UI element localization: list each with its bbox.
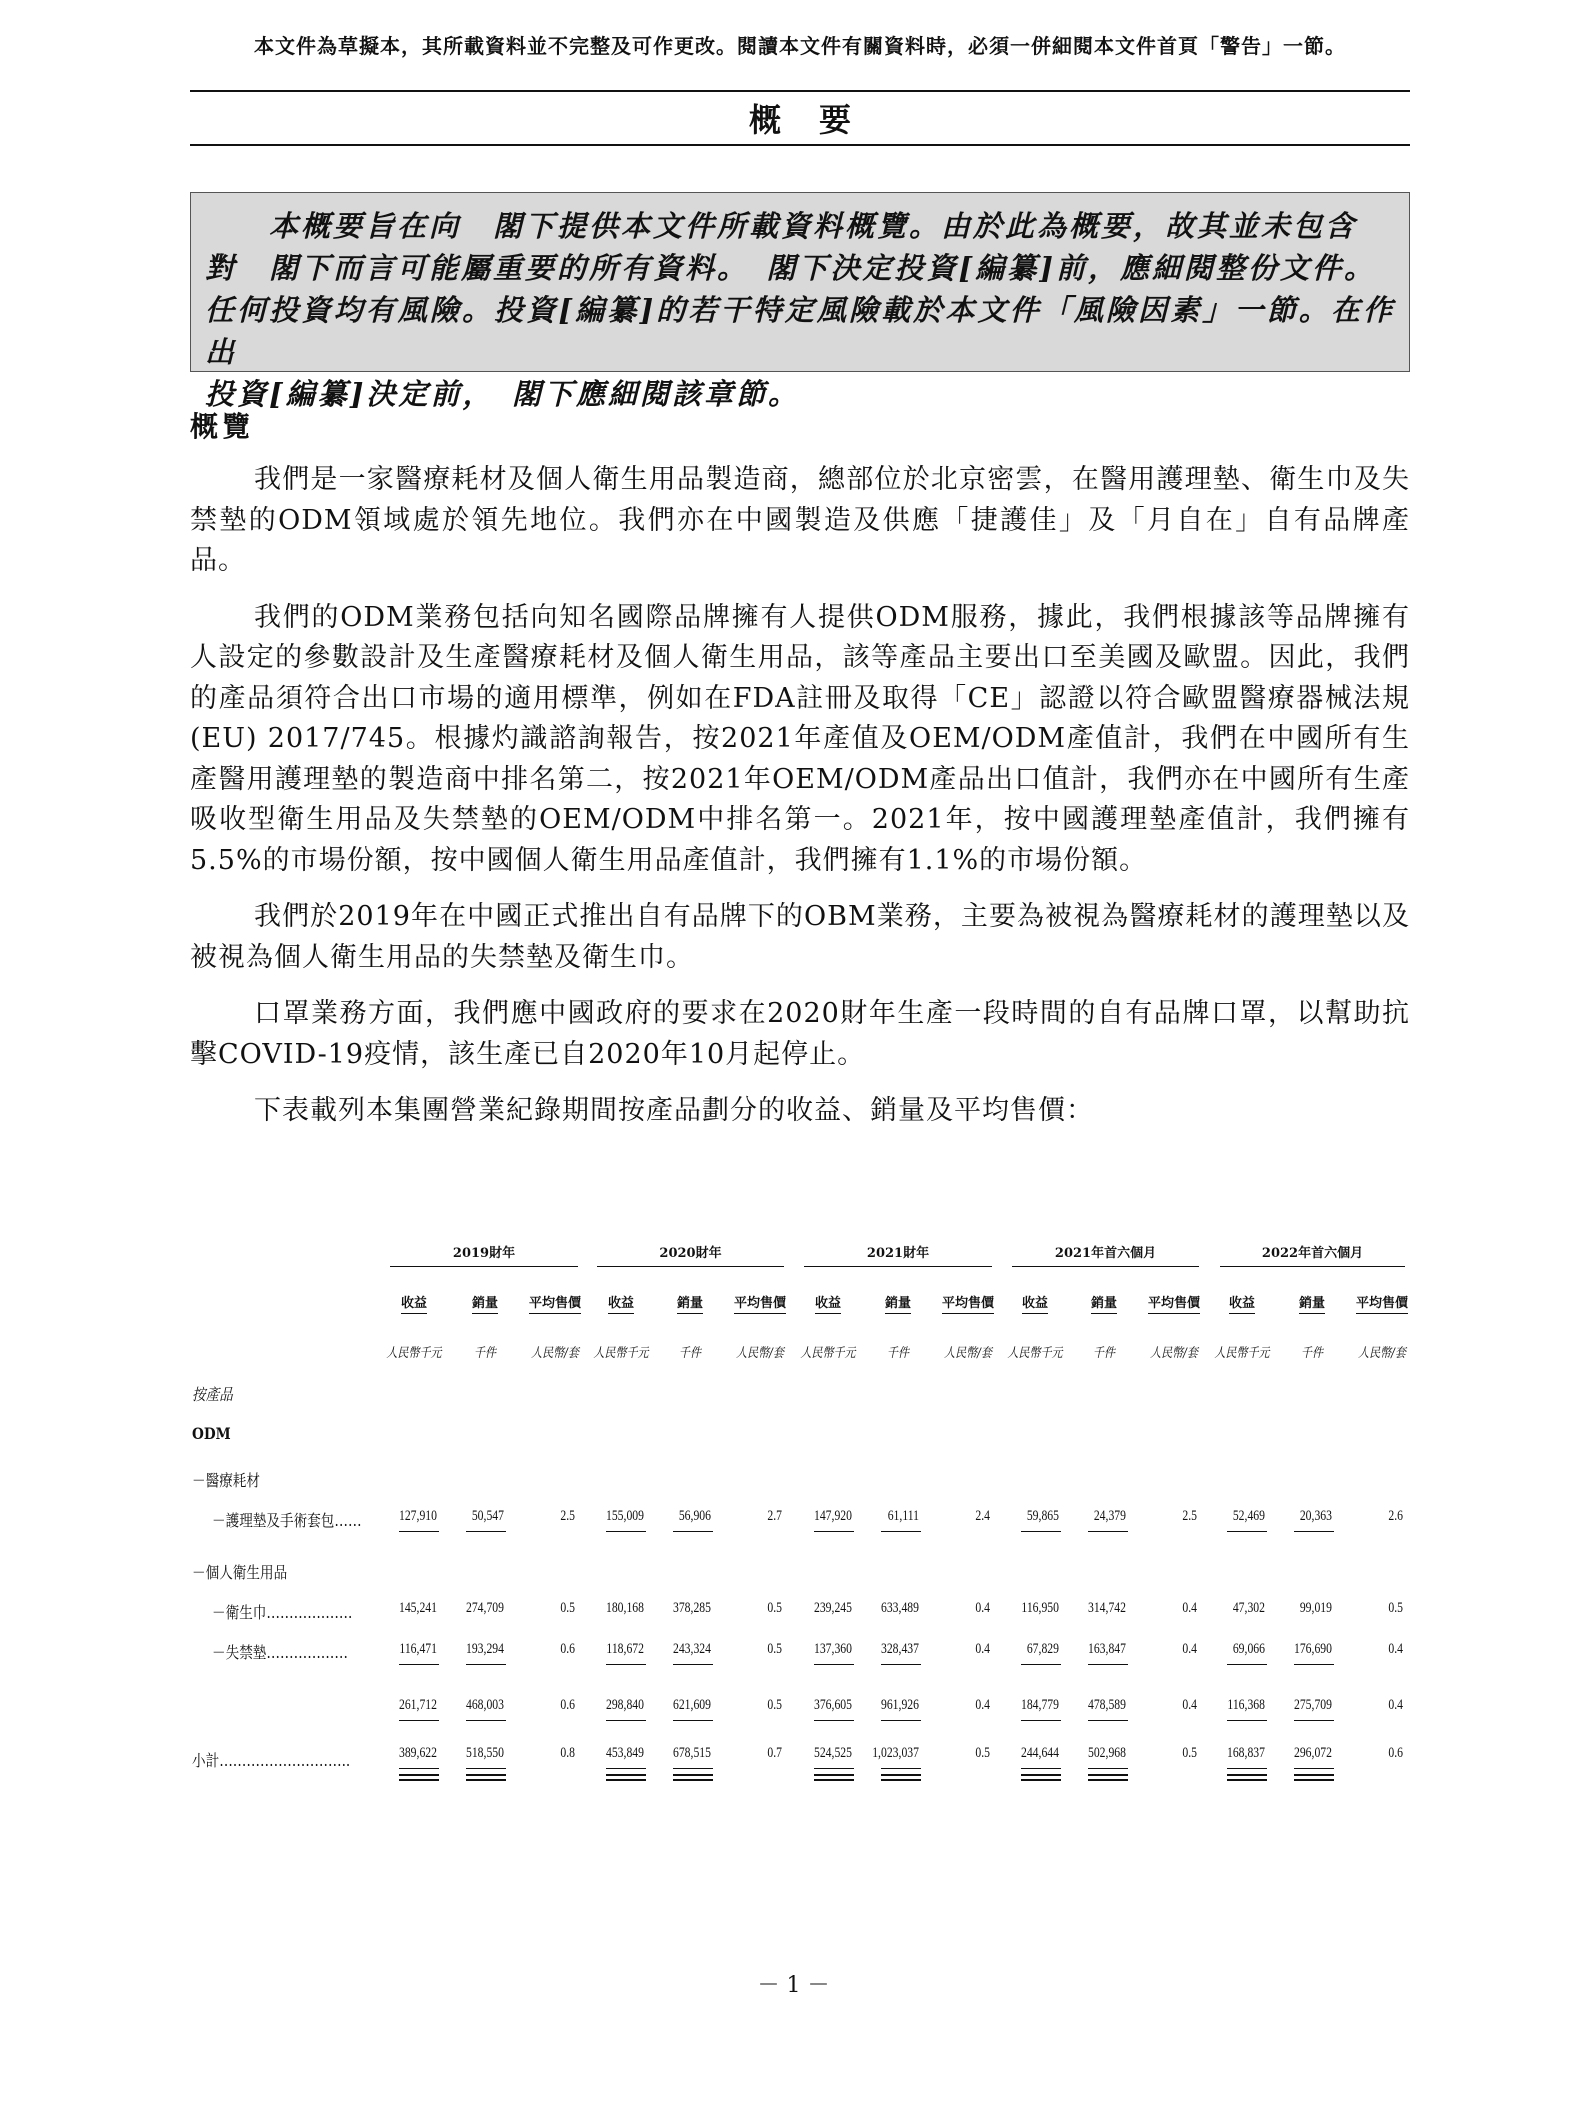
cell-underline <box>1021 1531 1061 1532</box>
table-cell: 478,589 <box>1087 1697 1126 1713</box>
row-label-hygiene: －個人衛生用品 <box>192 1563 288 1582</box>
table-cell: 2.4 <box>975 1508 990 1524</box>
cell-double-underline <box>1227 1774 1267 1781</box>
column-header-label: 銷量 <box>885 1296 911 1314</box>
table-cell: 180,168 <box>605 1600 644 1616</box>
column-unit: 人民幣千元 <box>593 1346 649 1361</box>
column-header-label: 銷量 <box>472 1296 498 1314</box>
cell-underline <box>399 1720 439 1721</box>
cell-underline <box>466 1664 506 1665</box>
year-group-title: 2019財年 <box>452 1246 516 1261</box>
table-cell: 0.4 <box>1388 1641 1403 1657</box>
cell-underline <box>814 1664 854 1665</box>
cell-underline <box>673 1768 713 1769</box>
cell-underline <box>1294 1531 1334 1532</box>
cell-underline <box>881 1664 921 1665</box>
column-unit: 千件 <box>886 1346 910 1361</box>
column-header-label: 收益 <box>815 1296 841 1314</box>
notice-line-3: 任何投資均有風險。投資[編纂]的若干特定風險載於本文件「風險因素」一節。在作出 <box>205 293 1395 369</box>
table-cell: 0.6 <box>1388 1745 1403 1761</box>
cell-underline <box>1294 1720 1334 1721</box>
cell-underline <box>466 1768 506 1769</box>
column-header <box>581 1292 661 1311</box>
cell-underline <box>881 1720 921 1721</box>
column-unit: 人民幣千元 <box>1007 1346 1063 1361</box>
column-unit: 人民幣/套 <box>1150 1346 1198 1361</box>
cell-underline <box>466 1720 506 1721</box>
column-header-label: 收益 <box>608 1296 634 1314</box>
year-group-title: 2021年首六個月 <box>1054 1246 1157 1261</box>
table-cell: 20,363 <box>1299 1508 1332 1524</box>
notice-line-4: 投資[編纂]決定前， 閣下應細閱該章節。 <box>205 377 800 411</box>
summary-notice-box <box>190 192 1410 411</box>
cell-underline <box>673 1720 713 1721</box>
column-header <box>374 1292 454 1311</box>
cell-underline <box>881 1531 921 1532</box>
cell-underline <box>606 1664 646 1665</box>
table-cell: 163,847 <box>1087 1641 1126 1657</box>
table-cell: 0.4 <box>1182 1697 1197 1713</box>
table-cell: 0.5 <box>1182 1745 1197 1761</box>
table-cell: 52,469 <box>1232 1508 1265 1524</box>
table-cell: 127,910 <box>398 1508 437 1524</box>
year-group-rule <box>597 1266 784 1267</box>
table-cell: 524,525 <box>813 1745 852 1761</box>
row-label-by_product: 按產品 <box>192 1385 233 1404</box>
table-cell: 116,471 <box>399 1641 437 1657</box>
table-cell: 328,437 <box>880 1641 919 1657</box>
cell-double-underline <box>881 1774 921 1781</box>
column-header <box>445 1292 525 1311</box>
column-header <box>788 1292 868 1311</box>
year-group-rule <box>1012 1266 1199 1267</box>
table-cell: 243,324 <box>672 1641 711 1657</box>
cell-underline <box>1227 1531 1267 1532</box>
cell-underline <box>399 1664 439 1665</box>
cell-underline <box>606 1720 646 1721</box>
table-cell: 633,489 <box>880 1600 919 1616</box>
column-header-label: 平均售價 <box>1356 1296 1408 1314</box>
cell-double-underline <box>399 1774 439 1781</box>
column-unit: 千件 <box>1300 1346 1324 1361</box>
column-header <box>1202 1292 1282 1311</box>
table-cell: 378,285 <box>672 1600 711 1616</box>
section-heading: 概覽 <box>190 410 255 443</box>
cell-underline <box>1088 1531 1128 1532</box>
cell-underline <box>466 1531 506 1532</box>
table-cell: 69,066 <box>1232 1641 1265 1657</box>
year-group-rule <box>804 1266 992 1267</box>
table-cell: 2.6 <box>1388 1508 1403 1524</box>
table-cell: 678,515 <box>672 1745 711 1761</box>
table-cell: 244,644 <box>1020 1745 1059 1761</box>
row-label-incontinence: －失禁墊……………… <box>212 1643 349 1662</box>
paragraph-1: 我們是一家醫療耗材及個人衛生用品製造商，總部位於北京密雲，在醫用護理墊、衛生巾及失禁墊的ODM領域處於領先地位。我們亦在中國製造及供應「捷護佳」及「月自在」自有品牌產品。 <box>190 464 1410 576</box>
column-unit: 千件 <box>473 1346 497 1361</box>
column-header <box>650 1292 730 1311</box>
cell-underline <box>814 1720 854 1721</box>
table-cell: 137,360 <box>813 1641 852 1657</box>
year-group-title: 2021財年 <box>866 1246 930 1261</box>
year-group-title: 2020財年 <box>659 1246 722 1261</box>
cell-double-underline <box>606 1774 646 1781</box>
table-cell: 0.4 <box>975 1600 990 1616</box>
table-cell: 621,609 <box>672 1697 711 1713</box>
page-title-bar <box>190 90 1410 146</box>
table-cell: 0.4 <box>975 1641 990 1657</box>
column-header-label: 銷量 <box>1091 1296 1117 1314</box>
table-cell: 502,968 <box>1087 1745 1126 1761</box>
cell-underline <box>1227 1768 1267 1769</box>
cell-underline <box>1294 1768 1334 1769</box>
body-text <box>190 460 1410 1132</box>
table-cell: 67,829 <box>1026 1641 1059 1657</box>
cell-double-underline <box>1294 1774 1334 1781</box>
row-label-odm: ODM <box>192 1424 231 1443</box>
table-cell: 193,294 <box>465 1641 504 1657</box>
table-cell: 261,712 <box>398 1697 437 1713</box>
table-cell: 0.7 <box>767 1745 782 1761</box>
table-cell: 176,690 <box>1293 1641 1332 1657</box>
cell-underline <box>1021 1768 1061 1769</box>
table-cell: 0.4 <box>1182 1641 1197 1657</box>
cell-double-underline <box>673 1774 713 1781</box>
column-unit: 人民幣/套 <box>531 1346 579 1361</box>
notice-line-1: 本概要旨在向 閣下提供本文件所載資料概覽。由於此為概要，故其並未包含 <box>269 209 1358 243</box>
table-cell: 296,072 <box>1293 1745 1332 1761</box>
table-cell: 99,019 <box>1299 1600 1332 1616</box>
table-cell: 50,547 <box>471 1508 504 1524</box>
cell-underline <box>399 1768 439 1769</box>
row-label-sanitary: －衛生巾………………. <box>212 1603 353 1622</box>
table-cell: 24,379 <box>1093 1508 1126 1524</box>
table-cell: 1,023,037 <box>872 1745 919 1761</box>
cell-underline <box>881 1768 921 1769</box>
table-cell: 116,368 <box>1227 1697 1265 1713</box>
table-cell: 56,906 <box>678 1508 711 1524</box>
table-cell: 0.4 <box>1182 1600 1197 1616</box>
table-cell: 147,920 <box>813 1508 852 1524</box>
table-cell: 168,837 <box>1226 1745 1265 1761</box>
cell-underline <box>814 1531 854 1532</box>
table-cell: 47,302 <box>1232 1600 1265 1616</box>
column-unit: 千件 <box>1092 1346 1116 1361</box>
table-cell: 184,779 <box>1020 1697 1059 1713</box>
column-header-label: 銷量 <box>1299 1296 1325 1314</box>
column-unit: 人民幣千元 <box>1214 1346 1270 1361</box>
column-header-label: 平均售價 <box>1148 1296 1200 1314</box>
table-cell: 145,241 <box>398 1600 437 1616</box>
paragraph-3: 我們於2019年在中國正式推出自有品牌下的OBM業務，主要為被視為醫療耗材的護理墊以及被視為個人衛生用品的失禁墊及衛生巾。 <box>190 901 1410 973</box>
cell-underline <box>1088 1768 1128 1769</box>
table-cell: 0.4 <box>975 1697 990 1713</box>
column-unit: 人民幣/套 <box>1358 1346 1406 1361</box>
column-header <box>1064 1292 1144 1311</box>
paragraph-4: 口罩業務方面，我們應中國政府的要求在2020財年生產一段時間的自有品牌口罩，以幫助抗擊COVID-19疫情，該生產已自2020年10月起停止。 <box>190 998 1410 1070</box>
page-number: － 1 － <box>757 1973 830 1998</box>
table-cell: 468,003 <box>465 1697 504 1713</box>
column-header <box>995 1292 1075 1311</box>
table-cell: 59,865 <box>1026 1508 1059 1524</box>
table-cell: 0.5 <box>767 1641 782 1657</box>
column-unit: 人民幣/套 <box>736 1346 784 1361</box>
table-cell: 239,245 <box>813 1600 852 1616</box>
cell-double-underline <box>1021 1774 1061 1781</box>
table-cell: 0.5 <box>975 1745 990 1761</box>
column-unit: 千件 <box>678 1346 702 1361</box>
column-unit: 人民幣/套 <box>944 1346 992 1361</box>
table-cell: 116,950 <box>1021 1600 1059 1616</box>
page-title: 概要 <box>748 101 889 139</box>
column-header <box>1342 1292 1422 1311</box>
table-cell: 0.8 <box>560 1745 575 1761</box>
cell-underline <box>1227 1720 1267 1721</box>
table-cell: 961,926 <box>880 1697 919 1713</box>
column-header <box>1272 1292 1352 1311</box>
cell-underline <box>1021 1720 1061 1721</box>
notice-line-2: 對 閣下而言可能屬重要的所有資料。 閣下決定投資[編纂]前，應細閱整份文件。 <box>205 251 1376 285</box>
table-cell: 275,709 <box>1293 1697 1332 1713</box>
table-cell: 274,709 <box>465 1600 504 1616</box>
table-cell: 0.5 <box>1388 1600 1403 1616</box>
year-group-rule <box>390 1266 578 1267</box>
table-cell: 2.5 <box>1182 1508 1197 1524</box>
column-header-label: 平均售價 <box>942 1296 994 1314</box>
draft-warning: 本文件為草擬本，其所載資料並不完整及可作更改。閱讀本文件有關資料時，必須一併細閱本文件首頁「警告」一節。 <box>254 34 1346 58</box>
table-cell: 0.5 <box>767 1697 782 1713</box>
table-cell: 314,742 <box>1087 1600 1126 1616</box>
paragraph-2: 我們的ODM業務包括向知名國際品牌擁有人提供ODM服務，據此，我們根據該等品牌擁有人設定的參數設計及生產醫療耗材及個人衛生用品，該等產品主要出口至美國及歐盟。因此，我們的產品須符合出口市場的適用標準，例如在FDA註冊及取得「CE」認證以符合歐盟醫療器械法規(EU) 2017/745。根據灼識諮詢報告，按2021年產值及OEM/ODM產值計，我們在中國所有生產醫用護理墊的製造商中排名第二，按2021年OEM/ODM產品出口值計，我們亦在中國所有生產吸收型衛生用品及失禁墊的OEM/ODM中排名第一。2021年，按中國護理墊產值計，我們擁有5.5%的市場份額，按中國個人衛生用品產值計，我們擁有1.1%的市場份額。 <box>190 601 1410 876</box>
cell-double-underline <box>466 1774 506 1781</box>
table-cell: 0.6 <box>560 1697 575 1713</box>
column-unit: 人民幣千元 <box>800 1346 856 1361</box>
column-header-label: 收益 <box>1022 1296 1048 1314</box>
cell-underline <box>673 1664 713 1665</box>
cell-underline <box>1294 1664 1334 1665</box>
cell-underline <box>606 1768 646 1769</box>
column-header-label: 銷量 <box>677 1296 703 1314</box>
table-cell: 0.5 <box>767 1600 782 1616</box>
table-cell: 453,849 <box>605 1745 644 1761</box>
table-cell: 518,550 <box>465 1745 504 1761</box>
paragraph-5: 下表載列本集團營業紀錄期間按產品劃分的收益、銷量及平均售價： <box>254 1095 1094 1126</box>
column-header-label: 收益 <box>1229 1296 1255 1314</box>
year-group-rule <box>1220 1266 1405 1267</box>
table-cell: 0.4 <box>1388 1697 1403 1713</box>
cell-underline <box>1227 1664 1267 1665</box>
table-cell: 2.7 <box>767 1508 782 1524</box>
cell-underline <box>1088 1664 1128 1665</box>
table-cell: 0.6 <box>560 1641 575 1657</box>
column-header-label: 平均售價 <box>734 1296 786 1314</box>
table-cell: 376,605 <box>813 1697 852 1713</box>
table-cell: 118,672 <box>606 1641 644 1657</box>
cell-underline <box>606 1531 646 1532</box>
cell-underline <box>1088 1720 1128 1721</box>
cell-underline <box>814 1768 854 1769</box>
column-header-label: 平均售價 <box>529 1296 581 1314</box>
table-cell: 389,622 <box>398 1745 437 1761</box>
column-header <box>858 1292 938 1311</box>
table-cell: 0.5 <box>560 1600 575 1616</box>
cell-underline <box>1021 1664 1061 1665</box>
cell-underline <box>673 1531 713 1532</box>
table-cell: 2.5 <box>560 1508 575 1524</box>
column-unit: 人民幣千元 <box>386 1346 442 1361</box>
table-cell: 155,009 <box>605 1508 644 1524</box>
row-label-medical: －醫療耗材 <box>192 1471 261 1490</box>
year-group-title: 2022年首六個月 <box>1261 1246 1364 1261</box>
table-cell: 298,840 <box>605 1697 644 1713</box>
cell-double-underline <box>814 1774 854 1781</box>
row-label-subtotal: 小計……………………….. <box>192 1751 351 1770</box>
column-header-label: 收益 <box>401 1296 427 1314</box>
cell-double-underline <box>1088 1774 1128 1781</box>
row-label-nursing: －護理墊及手術套包…… <box>212 1511 362 1530</box>
cell-underline <box>399 1531 439 1532</box>
table-cell: 61,111 <box>887 1508 919 1524</box>
